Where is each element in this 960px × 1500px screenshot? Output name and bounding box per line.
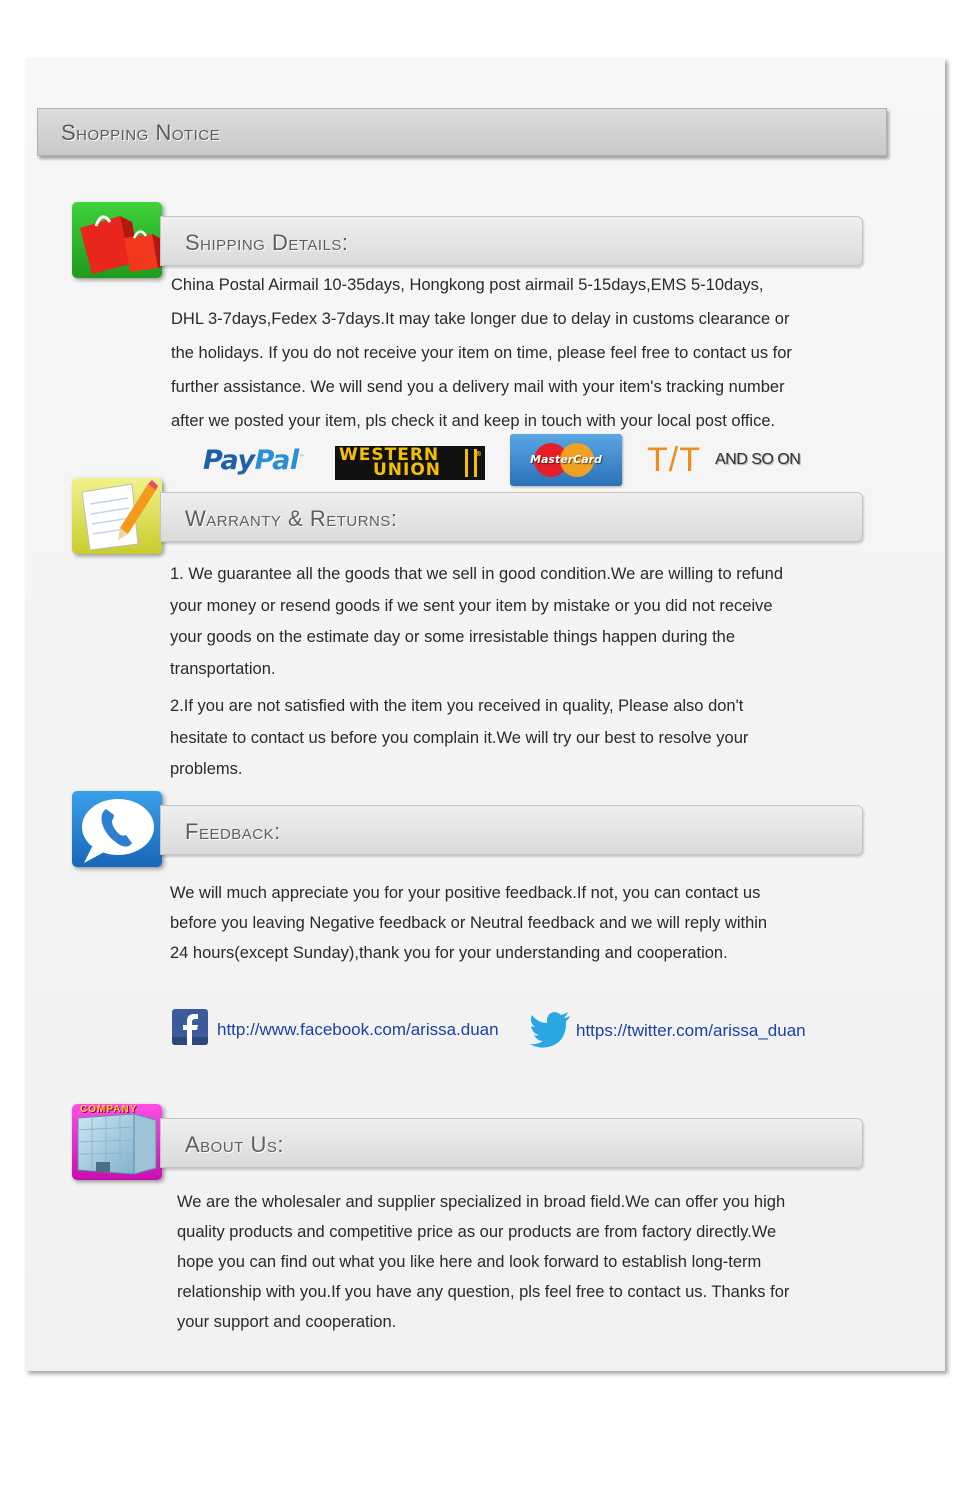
twitter-link[interactable]: https://twitter.com/arissa_duan — [576, 1021, 806, 1040]
about-line: your support and cooperation. — [177, 1313, 397, 1331]
notepad-pencil-icon — [72, 478, 162, 554]
warranty-returns-title: Warranty & Returns: — [185, 506, 398, 531]
shipping-details-title: Shipping Details: — [185, 230, 349, 255]
shipping-line: further assistance. We will send you a delivery mail with your item's tracking number — [171, 378, 785, 396]
shipping-line: China Postal Airmail 10-35days, Hongkong post airmail 5-15days,EMS 5-10days, — [171, 276, 764, 294]
payment-methods — [195, 433, 815, 487]
feedback-title: Feedback: — [185, 819, 281, 844]
feedback-line: before you leaving Negative feedback or Neutral feedback and we will reply within — [170, 914, 768, 932]
warranty-line: 1. We guarantee all the goods that we sell in good condition.We are willing to refund — [170, 565, 784, 583]
shipping-line: DHL 3-7days,Fedex 3-7days.It may take longer due to delay in customs clearance or — [171, 310, 790, 328]
company-icon-label: COMPANY — [80, 1104, 138, 1115]
banner-title: Shopping Notice — [61, 120, 221, 145]
feedback-line: 24 hours(except Sunday),thank you for your understanding and cooperation. — [170, 944, 728, 962]
warranty-line: problems. — [170, 760, 243, 778]
warranty-line: transportation. — [170, 660, 276, 678]
warranty-returns-header — [160, 492, 863, 542]
about-line: hope you can find out what you like here and look forward to establish long-term — [177, 1253, 762, 1271]
western-union-logo: WESTERN UNION ® — [335, 446, 485, 480]
shipping-line: the holidays. If you do not receive your item on time, please feel free to contact us for — [171, 344, 792, 362]
paypal-logo: PayPal™ — [203, 445, 305, 476]
facebook-icon[interactable] — [172, 1009, 208, 1045]
and-so-on-label: AND SO ON — [715, 451, 801, 468]
twitter-bird-icon[interactable] — [530, 1010, 572, 1048]
shopping-bags-icon — [72, 202, 162, 278]
tt-label: T/T — [647, 441, 701, 479]
warranty-line: hesitate to contact us before you complain it.We will try our best to resolve your — [170, 729, 749, 747]
warranty-line: your goods on the estimate day or some irresistable things happen during the — [170, 628, 736, 646]
facebook-link[interactable]: http://www.facebook.com/arissa.duan — [217, 1020, 499, 1039]
about-line: quality products and competitive price as our products are from factory directly.We — [177, 1223, 777, 1241]
about-us-header — [160, 1118, 863, 1168]
about-line: We are the wholesaler and supplier specialized in broad field.We can offer you high — [177, 1193, 786, 1211]
warranty-line: your money or resend goods if we sent your item by mistake or you did not receive — [170, 597, 773, 615]
about-line: relationship with you.If you have any question, pls feel free to contact us. Thanks for — [177, 1283, 790, 1301]
warranty-line: 2.If you are not satisfied with the item you received in quality, Please also don't — [170, 697, 744, 715]
mastercard-logo: MasterCard — [510, 434, 622, 486]
shopping-notice-banner — [37, 108, 887, 156]
feedback-line: We will much appreciate you for your positive feedback.If not, you can contact us — [170, 884, 761, 902]
about-us-title: About Us: — [185, 1132, 284, 1157]
shipping-details-header — [160, 216, 863, 266]
phone-bubble-icon — [72, 791, 162, 867]
feedback-header — [160, 805, 863, 855]
shipping-line: after we posted your item, pls check it and keep in touch with your local post office. — [171, 412, 776, 430]
company-building-icon — [72, 1104, 162, 1180]
